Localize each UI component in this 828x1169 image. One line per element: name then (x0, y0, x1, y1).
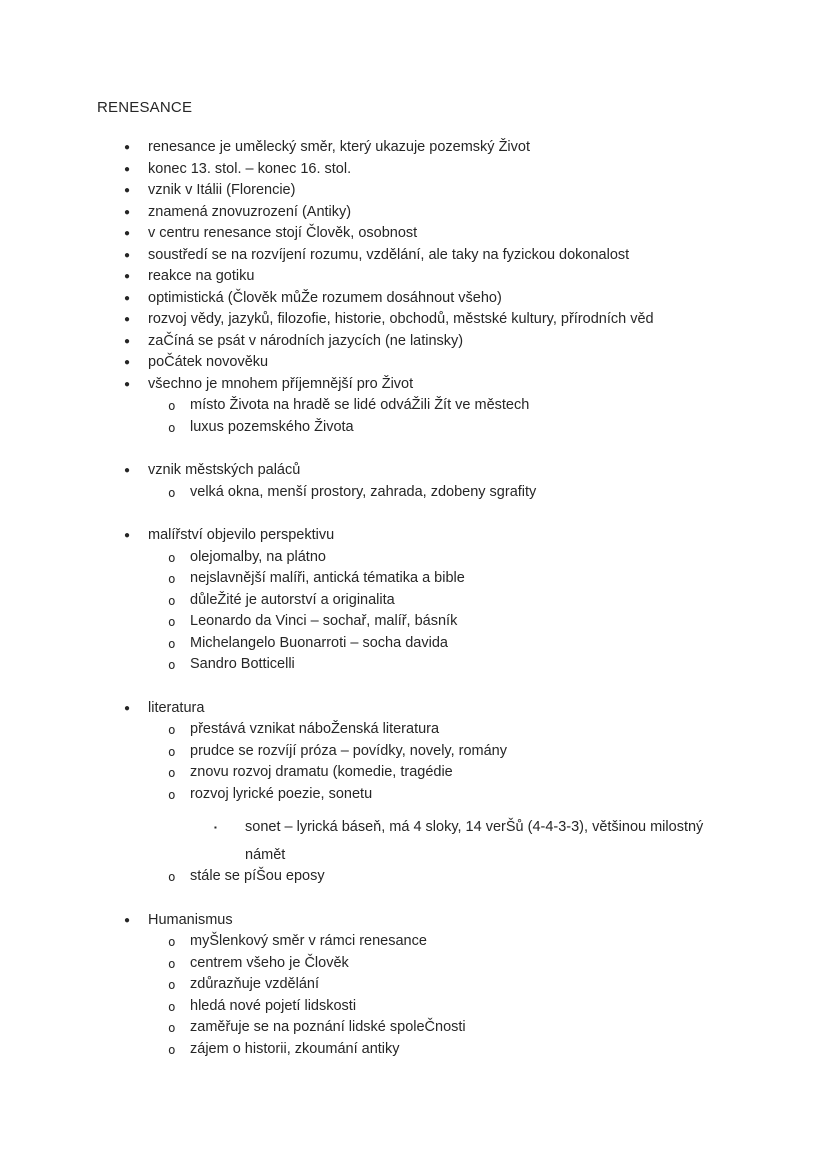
dot-bullet-icon: ● (124, 185, 131, 196)
list-item-text: reakce na gotiku (148, 268, 255, 284)
list-item (97, 974, 788, 996)
list-item (97, 762, 788, 784)
circle-bullet-icon: o (168, 614, 176, 629)
list-item (97, 245, 788, 267)
list-item (97, 547, 788, 569)
list-item (97, 331, 788, 353)
list-item (97, 996, 788, 1018)
circle-bullet-icon: o (168, 549, 176, 565)
list-item-text: všechno je mnohem příjemnější pro Život (148, 375, 414, 392)
circle-bullet-icon: o (168, 955, 176, 971)
list-item-text: námět (245, 846, 286, 863)
circle-bullet-icon: o (168, 998, 176, 1014)
circle-bullet-icon: o (168, 869, 176, 884)
dot-bullet-icon: ● (124, 292, 131, 304)
list-item-text: Leonardo da Vinci – sochař, malíř, básník (190, 613, 458, 629)
list-item (97, 590, 788, 612)
list-item-text: zaměřuje se na poznání lidské spoleČnosti (190, 1019, 466, 1035)
circle-bullet-icon: o (168, 592, 176, 608)
list-item-text: nejslavnější malíři, antická tématika a bible (190, 570, 465, 586)
list-item (97, 137, 788, 159)
dot-bullet-icon: ● (124, 530, 131, 541)
list-item-text: rozvoj vědy, jazyků, filozofie, historie, obchodů, městské kultury, přírodních věd (148, 311, 654, 327)
list-item-text: konec 13. stol. – konec 16. stol. (148, 160, 352, 177)
dot-bullet-icon: ● (124, 206, 131, 218)
circle-bullet-icon: o (168, 934, 176, 949)
circle-bullet-icon: o (168, 1041, 176, 1057)
list-item-text: olejomalby, na plátno (190, 548, 326, 565)
list-item (97, 719, 788, 741)
list-item-text: zaČíná se psát v národních jazycích (ne latinsky) (148, 332, 464, 349)
list-item (97, 223, 788, 245)
list-item (97, 309, 788, 331)
dot-bullet-icon: ● (124, 357, 131, 368)
list-item-text: v centru renesance stojí Člověk, osobnost (148, 225, 418, 241)
list-item (97, 866, 788, 888)
list-item (97, 266, 788, 288)
list-item-text: soustředí se na rozvíjení rozumu, vzdělání, ale taky na fyzickou dokonalost (148, 246, 630, 263)
list-item (97, 159, 788, 181)
list-item-text: centrem všeho je Člověk (190, 954, 349, 971)
list-item-text: znamená znovuzrození (Antiky) (148, 203, 352, 220)
list-item-text: Humanismus (148, 911, 233, 928)
list-item (97, 741, 788, 763)
list-item-text: Sandro Botticelli (190, 656, 295, 672)
list-item (97, 633, 788, 655)
list-item (97, 482, 788, 504)
list-item-text: zdůrazňuje vzdělání (190, 976, 319, 992)
list-item (97, 910, 788, 932)
list-item-text: myŠlenkový směr v rámci renesance (190, 933, 427, 949)
square-bullet-icon: ▪ (214, 823, 217, 832)
list-item (97, 374, 788, 396)
circle-bullet-icon: o (168, 765, 176, 780)
list-item (97, 817, 788, 839)
page-title: RENESANCE (97, 99, 193, 116)
list-item-text: sonet – lyrická báseň, má 4 sloky, 14 verŠů (4-4-3-3), většinou milostný (245, 819, 704, 835)
list-item (97, 845, 788, 867)
list-item (97, 1017, 788, 1039)
dot-bullet-icon: ● (124, 378, 131, 390)
list-item (97, 784, 788, 806)
list-item-text: literatura (148, 699, 205, 716)
list-item-text: luxus pozemského Života (190, 418, 354, 435)
list-item-text: Michelangelo Buonarroti – socha davida (190, 634, 448, 651)
circle-bullet-icon: o (168, 1020, 176, 1035)
list-item-text: poČátek novověku (148, 354, 269, 370)
list-item (97, 698, 788, 720)
list-item (97, 931, 788, 953)
list-item (97, 395, 788, 417)
list-item-text: přestává vznikat náboŽenská literatura (190, 721, 440, 737)
circle-bullet-icon: o (168, 743, 176, 759)
dot-bullet-icon: ● (124, 163, 131, 175)
circle-bullet-icon: o (168, 977, 176, 992)
circle-bullet-icon: o (168, 398, 176, 413)
list-item-text: velká okna, menší prostory, zahrada, zdobeny sgrafity (190, 483, 537, 500)
list-item (97, 417, 788, 439)
circle-bullet-icon: o (168, 571, 176, 586)
list-item (97, 611, 788, 633)
circle-bullet-icon: o (168, 657, 176, 672)
dot-bullet-icon: ● (124, 271, 131, 282)
list-item-text: zájem o historii, zkoumání antiky (190, 1040, 400, 1057)
list-item (97, 1039, 788, 1061)
dot-bullet-icon: ● (124, 465, 131, 476)
list-item-text: renesance je umělecký směr, který ukazuje pozemský Život (148, 139, 530, 155)
list-item-text: důleŽité je autorství a originalita (190, 591, 395, 608)
list-item-text: prudce se rozvíjí próza – povídky, novely, romány (190, 742, 507, 759)
list-item (97, 953, 788, 975)
list-item-text: optimistická (Člověk můŽe rozumem dosáhnout všeho) (148, 289, 502, 306)
list-item-text: místo Života na hradě se lidé odváŽili Žít ve městech (190, 397, 530, 413)
list-item-text: vznik městských paláců (148, 462, 301, 478)
dot-bullet-icon: ● (124, 702, 131, 714)
bullet-list (97, 137, 788, 1060)
list-item (97, 654, 788, 676)
dot-bullet-icon: ● (124, 335, 131, 347)
list-item-text: stále se píŠou eposy (190, 868, 325, 884)
list-item (97, 525, 788, 547)
dot-bullet-icon: ● (124, 314, 131, 325)
list-item-text: rozvoj lyrické poezie, sonetu (190, 785, 373, 802)
list-item (97, 568, 788, 590)
list-item (97, 202, 788, 224)
list-item-text: znovu rozvoj dramatu (komedie, tragédie (190, 764, 453, 780)
list-item (97, 460, 788, 482)
circle-bullet-icon: o (168, 484, 176, 500)
list-item-text: malířství objevilo perspektivu (148, 527, 335, 543)
circle-bullet-icon: o (168, 635, 176, 651)
list-item (97, 288, 788, 310)
circle-bullet-icon: o (168, 722, 176, 737)
dot-bullet-icon: ● (124, 228, 131, 239)
list-item-text: vznik v Itálii (Florencie) (148, 182, 296, 198)
dot-bullet-icon: ● (124, 249, 131, 261)
dot-bullet-icon: ● (124, 142, 131, 153)
list-item (97, 352, 788, 374)
list-item-text: hledá nové pojetí lidskosti (190, 997, 357, 1014)
list-item (97, 180, 788, 202)
circle-bullet-icon: o (168, 786, 176, 802)
circle-bullet-icon: o (168, 419, 176, 435)
dot-bullet-icon: ● (124, 914, 131, 926)
